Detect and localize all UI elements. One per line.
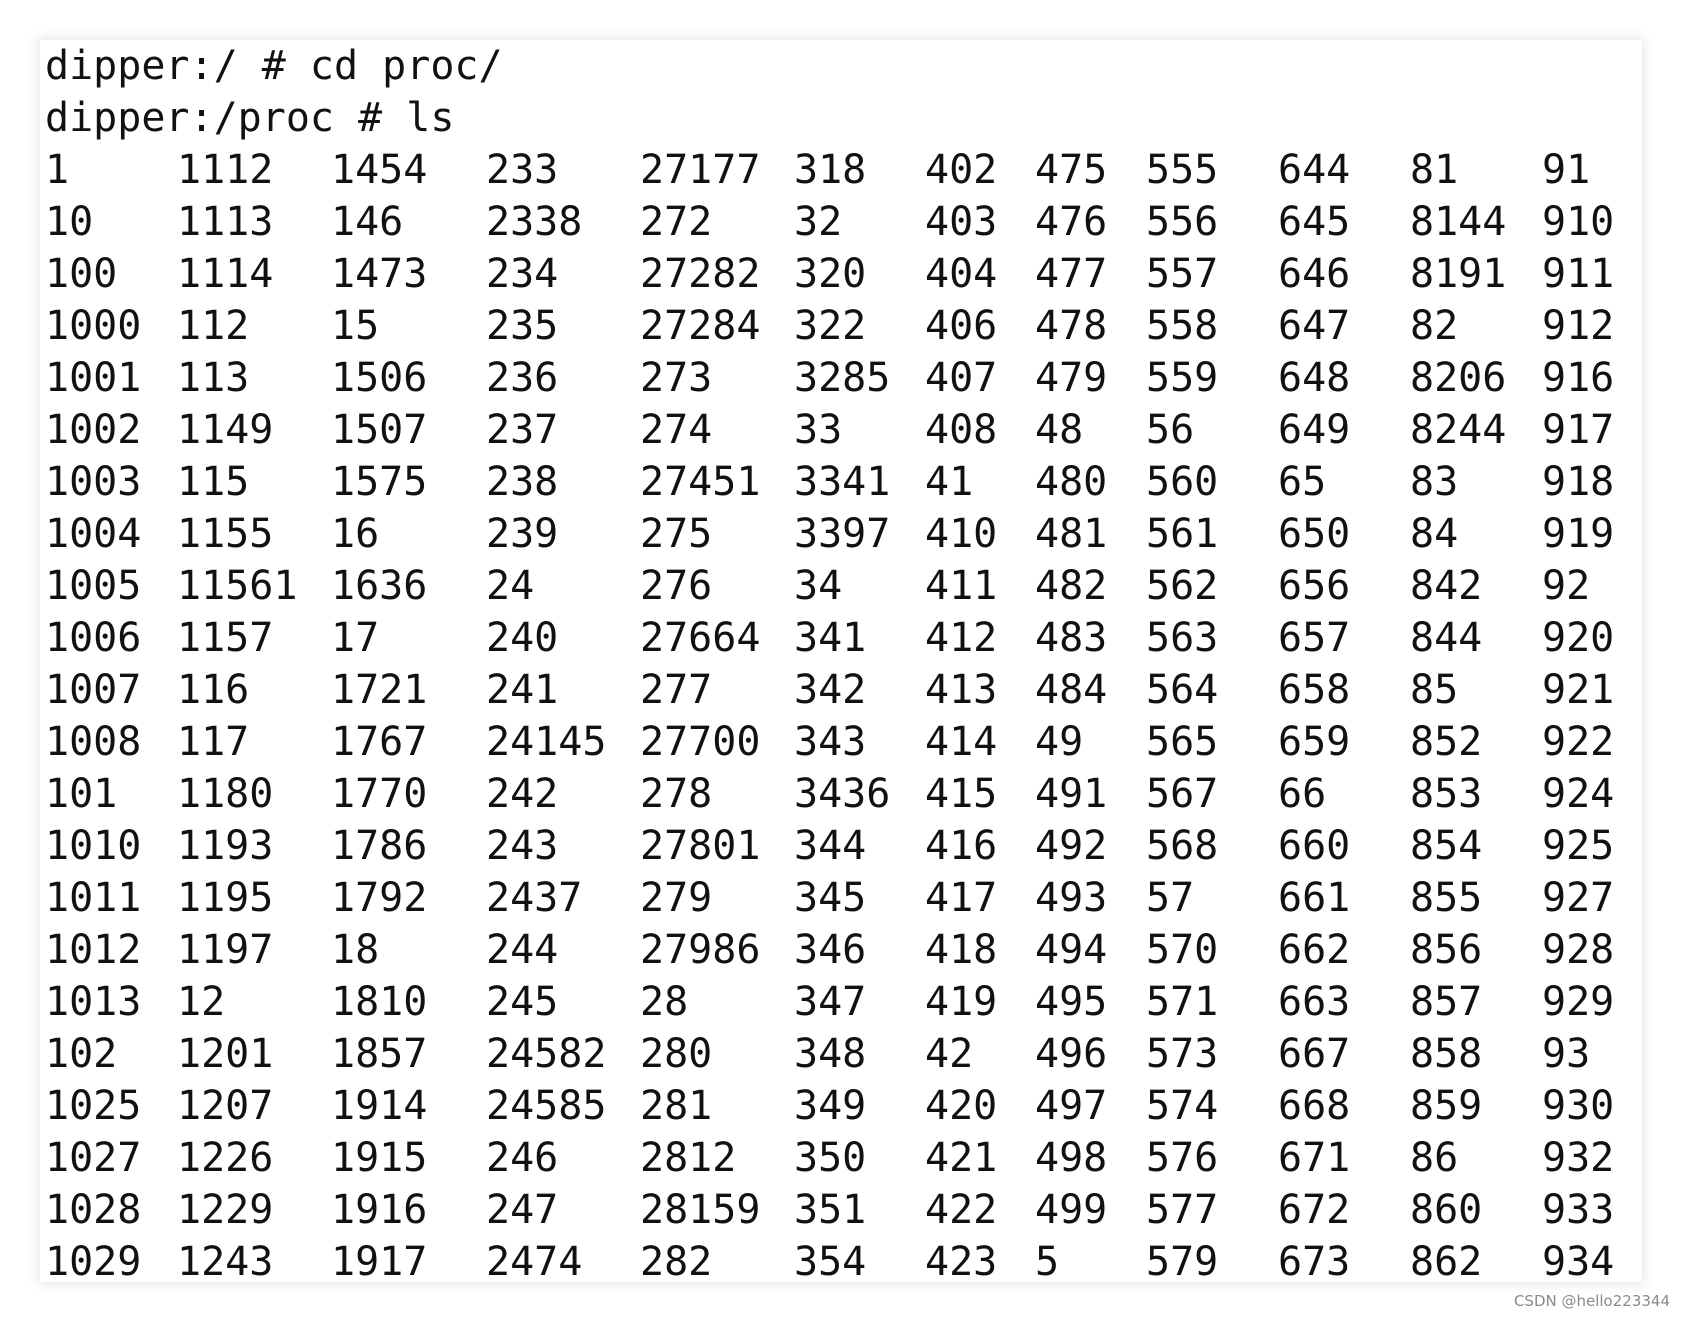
proc-entry: 272 [640, 199, 713, 245]
watermark: CSDN @hello223344 [1513, 1292, 1670, 1310]
proc-entry: 24582 [486, 1031, 607, 1077]
proc-entry: 927 [1542, 875, 1615, 921]
proc-entry: 1010 [45, 823, 142, 869]
proc-entry: 27986 [640, 927, 761, 973]
proc-entry: 27282 [640, 251, 761, 297]
proc-entry: 924 [1542, 771, 1615, 817]
proc-entry: 577 [1146, 1187, 1219, 1233]
proc-entry: 1506 [331, 355, 428, 401]
proc-entry: 112 [177, 303, 250, 349]
proc-entry: 24145 [486, 719, 607, 765]
listing-row [45, 1236, 1642, 1288]
proc-entry: 1003 [45, 459, 142, 505]
proc-entry: 346 [794, 927, 867, 973]
proc-entry: 415 [925, 771, 998, 817]
proc-entry: 1012 [45, 927, 142, 973]
listing-row [45, 144, 1642, 196]
proc-entry: 481 [1035, 511, 1108, 557]
proc-entry: 1113 [177, 199, 274, 245]
proc-entry: 56 [1146, 407, 1195, 453]
directory-listing [45, 144, 1642, 1288]
proc-entry: 1226 [177, 1135, 274, 1181]
proc-entry: 32 [794, 199, 843, 245]
proc-entry: 1025 [45, 1083, 142, 1129]
proc-entry: 499 [1035, 1187, 1108, 1233]
proc-entry: 84 [1410, 511, 1459, 557]
proc-entry: 1002 [45, 407, 142, 453]
proc-entry: 1575 [331, 459, 428, 505]
terminal-output [40, 40, 1642, 1285]
listing-row [45, 1028, 1642, 1080]
proc-entry: 493 [1035, 875, 1108, 921]
proc-entry: 8144 [1410, 199, 1507, 245]
proc-entry: 81 [1410, 147, 1459, 193]
proc-entry: 57 [1146, 875, 1195, 921]
proc-entry: 862 [1410, 1239, 1483, 1285]
proc-entry: 412 [925, 615, 998, 661]
proc-entry: 411 [925, 563, 998, 609]
proc-entry: 422 [925, 1187, 998, 1233]
proc-entry: 3341 [794, 459, 891, 505]
proc-entry: 911 [1542, 251, 1615, 297]
proc-entry: 347 [794, 979, 867, 1025]
proc-entry: 235 [486, 303, 559, 349]
proc-entry: 671 [1278, 1135, 1351, 1181]
proc-entry: 663 [1278, 979, 1351, 1025]
proc-entry: 240 [486, 615, 559, 661]
proc-entry: 657 [1278, 615, 1351, 661]
proc-entry: 1767 [331, 719, 428, 765]
proc-entry: 480 [1035, 459, 1108, 505]
proc-entry: 345 [794, 875, 867, 921]
proc-entry: 83 [1410, 459, 1459, 505]
proc-entry: 648 [1278, 355, 1351, 401]
proc-entry: 1792 [331, 875, 428, 921]
proc-entry: 320 [794, 251, 867, 297]
proc-entry: 407 [925, 355, 998, 401]
proc-entry: 242 [486, 771, 559, 817]
proc-entry: 1454 [331, 147, 428, 193]
proc-entry: 922 [1542, 719, 1615, 765]
proc-entry: 1004 [45, 511, 142, 557]
proc-entry: 932 [1542, 1135, 1615, 1181]
proc-entry: 920 [1542, 615, 1615, 661]
proc-entry: 1005 [45, 563, 142, 609]
proc-entry: 557 [1146, 251, 1219, 297]
proc-entry: 1770 [331, 771, 428, 817]
proc-entry: 1157 [177, 615, 274, 661]
proc-entry: 85 [1410, 667, 1459, 713]
proc-entry: 406 [925, 303, 998, 349]
proc-entry: 3397 [794, 511, 891, 557]
proc-entry: 16 [331, 511, 380, 557]
proc-entry: 1193 [177, 823, 274, 869]
proc-entry: 403 [925, 199, 998, 245]
proc-entry: 238 [486, 459, 559, 505]
listing-row [45, 768, 1642, 820]
proc-entry: 1007 [45, 667, 142, 713]
listing-row [45, 508, 1642, 560]
proc-entry: 558 [1146, 303, 1219, 349]
proc-entry: 93 [1542, 1031, 1591, 1077]
proc-entry: 919 [1542, 511, 1615, 557]
proc-entry: 17 [331, 615, 380, 661]
proc-entry: 1195 [177, 875, 274, 921]
proc-entry: 247 [486, 1187, 559, 1233]
proc-entry: 273 [640, 355, 713, 401]
proc-entry: 856 [1410, 927, 1483, 973]
proc-entry: 495 [1035, 979, 1108, 1025]
proc-entry: 8206 [1410, 355, 1507, 401]
proc-entry: 92 [1542, 563, 1591, 609]
listing-row [45, 612, 1642, 664]
proc-entry: 658 [1278, 667, 1351, 713]
proc-entry: 351 [794, 1187, 867, 1233]
proc-entry: 918 [1542, 459, 1615, 505]
proc-entry: 650 [1278, 511, 1351, 557]
proc-entry: 925 [1542, 823, 1615, 869]
proc-entry: 281 [640, 1083, 713, 1129]
proc-entry: 857 [1410, 979, 1483, 1025]
proc-entry: 492 [1035, 823, 1108, 869]
proc-entry: 478 [1035, 303, 1108, 349]
proc-entry: 916 [1542, 355, 1615, 401]
proc-entry: 102 [45, 1031, 118, 1077]
proc-entry: 282 [640, 1239, 713, 1285]
proc-entry: 234 [486, 251, 559, 297]
proc-entry: 854 [1410, 823, 1483, 869]
proc-entry: 555 [1146, 147, 1219, 193]
proc-entry: 48 [1035, 407, 1084, 453]
proc-entry: 86 [1410, 1135, 1459, 1181]
proc-entry: 27284 [640, 303, 761, 349]
proc-entry: 482 [1035, 563, 1108, 609]
proc-entry: 659 [1278, 719, 1351, 765]
listing-row [45, 300, 1642, 352]
proc-entry: 27451 [640, 459, 761, 505]
proc-entry: 842 [1410, 563, 1483, 609]
proc-entry: 277 [640, 667, 713, 713]
proc-entry: 564 [1146, 667, 1219, 713]
proc-entry: 245 [486, 979, 559, 1025]
proc-entry: 475 [1035, 147, 1108, 193]
proc-entry: 1915 [331, 1135, 428, 1181]
proc-entry: 579 [1146, 1239, 1219, 1285]
proc-entry: 498 [1035, 1135, 1108, 1181]
proc-entry: 244 [486, 927, 559, 973]
proc-entry: 2338 [486, 199, 583, 245]
proc-entry: 91 [1542, 147, 1591, 193]
proc-entry: 414 [925, 719, 998, 765]
proc-entry: 852 [1410, 719, 1483, 765]
proc-entry: 563 [1146, 615, 1219, 661]
proc-entry: 565 [1146, 719, 1219, 765]
proc-entry: 420 [925, 1083, 998, 1129]
proc-entry: 423 [925, 1239, 998, 1285]
proc-entry: 322 [794, 303, 867, 349]
listing-row [45, 664, 1642, 716]
proc-entry: 929 [1542, 979, 1615, 1025]
proc-entry: 115 [177, 459, 250, 505]
proc-entry: 278 [640, 771, 713, 817]
proc-entry: 417 [925, 875, 998, 921]
proc-entry: 1507 [331, 407, 428, 453]
proc-entry: 933 [1542, 1187, 1615, 1233]
listing-row [45, 456, 1642, 508]
proc-entry: 647 [1278, 303, 1351, 349]
proc-entry: 344 [794, 823, 867, 869]
proc-entry: 556 [1146, 199, 1219, 245]
proc-entry: 418 [925, 927, 998, 973]
proc-entry: 476 [1035, 199, 1108, 245]
proc-entry: 644 [1278, 147, 1351, 193]
proc-entry: 2812 [640, 1135, 737, 1181]
proc-entry: 12 [177, 979, 226, 1025]
proc-entry: 1013 [45, 979, 142, 1025]
listing-row [45, 248, 1642, 300]
proc-entry: 66 [1278, 771, 1327, 817]
proc-entry: 930 [1542, 1083, 1615, 1129]
proc-entry: 8244 [1410, 407, 1507, 453]
proc-entry: 917 [1542, 407, 1615, 453]
proc-entry: 559 [1146, 355, 1219, 401]
listing-row [45, 352, 1642, 404]
proc-entry: 18 [331, 927, 380, 973]
proc-entry: 348 [794, 1031, 867, 1077]
command-line: dipper:/proc # ls [45, 95, 455, 141]
proc-entry: 576 [1146, 1135, 1219, 1181]
proc-entry: 1027 [45, 1135, 142, 1181]
proc-entry: 1917 [331, 1239, 428, 1285]
proc-entry: 318 [794, 147, 867, 193]
proc-entry: 116 [177, 667, 250, 713]
proc-entry: 2474 [486, 1239, 583, 1285]
proc-entry: 1 [45, 147, 70, 193]
proc-entry: 484 [1035, 667, 1108, 713]
proc-entry: 354 [794, 1239, 867, 1285]
proc-entry: 24585 [486, 1083, 607, 1129]
proc-entry: 28159 [640, 1187, 761, 1233]
proc-entry: 1721 [331, 667, 428, 713]
listing-row [45, 820, 1642, 872]
proc-entry: 479 [1035, 355, 1108, 401]
proc-entry: 1006 [45, 615, 142, 661]
proc-entry: 910 [1542, 199, 1615, 245]
proc-entry: 1201 [177, 1031, 274, 1077]
proc-entry: 8191 [1410, 251, 1507, 297]
proc-entry: 65 [1278, 459, 1327, 505]
proc-entry: 1786 [331, 823, 428, 869]
proc-entry: 237 [486, 407, 559, 453]
proc-entry: 404 [925, 251, 998, 297]
proc-entry: 568 [1146, 823, 1219, 869]
proc-entry: 560 [1146, 459, 1219, 505]
proc-entry: 146 [331, 199, 404, 245]
proc-entry: 2437 [486, 875, 583, 921]
proc-entry: 343 [794, 719, 867, 765]
proc-entry: 101 [45, 771, 118, 817]
proc-entry: 49 [1035, 719, 1084, 765]
proc-entry: 1916 [331, 1187, 428, 1233]
proc-entry: 236 [486, 355, 559, 401]
proc-entry: 483 [1035, 615, 1108, 661]
proc-entry: 859 [1410, 1083, 1483, 1129]
proc-entry: 1243 [177, 1239, 274, 1285]
proc-entry: 1028 [45, 1187, 142, 1233]
proc-entry: 3436 [794, 771, 891, 817]
proc-entry: 33 [794, 407, 843, 453]
proc-entry: 419 [925, 979, 998, 1025]
proc-entry: 667 [1278, 1031, 1351, 1077]
proc-entry: 42 [925, 1031, 974, 1077]
listing-row [45, 1080, 1642, 1132]
proc-entry: 649 [1278, 407, 1351, 453]
proc-entry: 645 [1278, 199, 1351, 245]
proc-entry: 477 [1035, 251, 1108, 297]
proc-entry: 1473 [331, 251, 428, 297]
proc-entry: 82 [1410, 303, 1459, 349]
proc-entry: 1207 [177, 1083, 274, 1129]
listing-row [45, 924, 1642, 976]
proc-entry: 279 [640, 875, 713, 921]
proc-entry: 27664 [640, 615, 761, 661]
command-line: dipper:/ # cd proc/ [45, 43, 503, 89]
proc-entry: 1029 [45, 1239, 142, 1285]
listing-row [45, 716, 1642, 768]
proc-entry: 5 [1035, 1239, 1060, 1285]
proc-entry: 24 [486, 563, 535, 609]
proc-entry: 421 [925, 1135, 998, 1181]
proc-entry: 672 [1278, 1187, 1351, 1233]
proc-entry: 276 [640, 563, 713, 609]
proc-entry: 660 [1278, 823, 1351, 869]
proc-entry: 496 [1035, 1031, 1108, 1077]
proc-entry: 497 [1035, 1083, 1108, 1129]
proc-entry: 275 [640, 511, 713, 557]
proc-entry: 11561 [177, 563, 298, 609]
proc-entry: 342 [794, 667, 867, 713]
proc-entry: 27177 [640, 147, 761, 193]
proc-entry: 117 [177, 719, 250, 765]
proc-entry: 1008 [45, 719, 142, 765]
proc-entry: 1112 [177, 147, 274, 193]
proc-entry: 570 [1146, 927, 1219, 973]
proc-entry: 113 [177, 355, 250, 401]
proc-entry: 661 [1278, 875, 1351, 921]
proc-entry: 34 [794, 563, 843, 609]
proc-entry: 573 [1146, 1031, 1219, 1077]
proc-entry: 416 [925, 823, 998, 869]
proc-entry: 239 [486, 511, 559, 557]
proc-entry: 491 [1035, 771, 1108, 817]
listing-row [45, 560, 1642, 612]
proc-entry: 673 [1278, 1239, 1351, 1285]
proc-entry: 853 [1410, 771, 1483, 817]
proc-entry: 274 [640, 407, 713, 453]
listing-row [45, 872, 1642, 924]
proc-entry: 15 [331, 303, 380, 349]
proc-entry: 1001 [45, 355, 142, 401]
proc-entry: 912 [1542, 303, 1615, 349]
proc-entry: 246 [486, 1135, 559, 1181]
proc-entry: 1000 [45, 303, 142, 349]
proc-entry: 1857 [331, 1031, 428, 1077]
proc-entry: 413 [925, 667, 998, 713]
proc-entry: 10 [45, 199, 94, 245]
proc-entry: 349 [794, 1083, 867, 1129]
proc-entry: 243 [486, 823, 559, 869]
proc-entry: 1011 [45, 875, 142, 921]
proc-entry: 1180 [177, 771, 274, 817]
proc-entry: 656 [1278, 563, 1351, 609]
proc-entry: 408 [925, 407, 998, 453]
listing-row [45, 1132, 1642, 1184]
proc-entry: 562 [1146, 563, 1219, 609]
proc-entry: 844 [1410, 615, 1483, 661]
proc-entry: 233 [486, 147, 559, 193]
proc-entry: 1114 [177, 251, 274, 297]
proc-entry: 855 [1410, 875, 1483, 921]
proc-entry: 858 [1410, 1031, 1483, 1077]
proc-entry: 1229 [177, 1187, 274, 1233]
proc-entry: 1914 [331, 1083, 428, 1129]
proc-entry: 1155 [177, 511, 274, 557]
proc-entry: 662 [1278, 927, 1351, 973]
proc-entry: 668 [1278, 1083, 1351, 1129]
proc-entry: 1197 [177, 927, 274, 973]
proc-entry: 280 [640, 1031, 713, 1077]
proc-entry: 934 [1542, 1239, 1615, 1285]
proc-entry: 571 [1146, 979, 1219, 1025]
proc-entry: 27801 [640, 823, 761, 869]
proc-entry: 928 [1542, 927, 1615, 973]
proc-entry: 350 [794, 1135, 867, 1181]
listing-row [45, 404, 1642, 456]
proc-entry: 28 [640, 979, 689, 1025]
proc-entry: 860 [1410, 1187, 1483, 1233]
proc-entry: 1636 [331, 563, 428, 609]
proc-entry: 27700 [640, 719, 761, 765]
proc-entry: 646 [1278, 251, 1351, 297]
proc-entry: 341 [794, 615, 867, 661]
proc-entry: 561 [1146, 511, 1219, 557]
proc-entry: 1149 [177, 407, 274, 453]
proc-entry: 574 [1146, 1083, 1219, 1129]
proc-entry: 41 [925, 459, 974, 505]
listing-row [45, 1184, 1642, 1236]
proc-entry: 921 [1542, 667, 1615, 713]
listing-row [45, 976, 1642, 1028]
proc-entry: 410 [925, 511, 998, 557]
proc-entry: 241 [486, 667, 559, 713]
proc-entry: 3285 [794, 355, 891, 401]
proc-entry: 567 [1146, 771, 1219, 817]
proc-entry: 402 [925, 147, 998, 193]
proc-entry: 100 [45, 251, 118, 297]
proc-entry: 494 [1035, 927, 1108, 973]
proc-entry: 1810 [331, 979, 428, 1025]
listing-row [45, 196, 1642, 248]
